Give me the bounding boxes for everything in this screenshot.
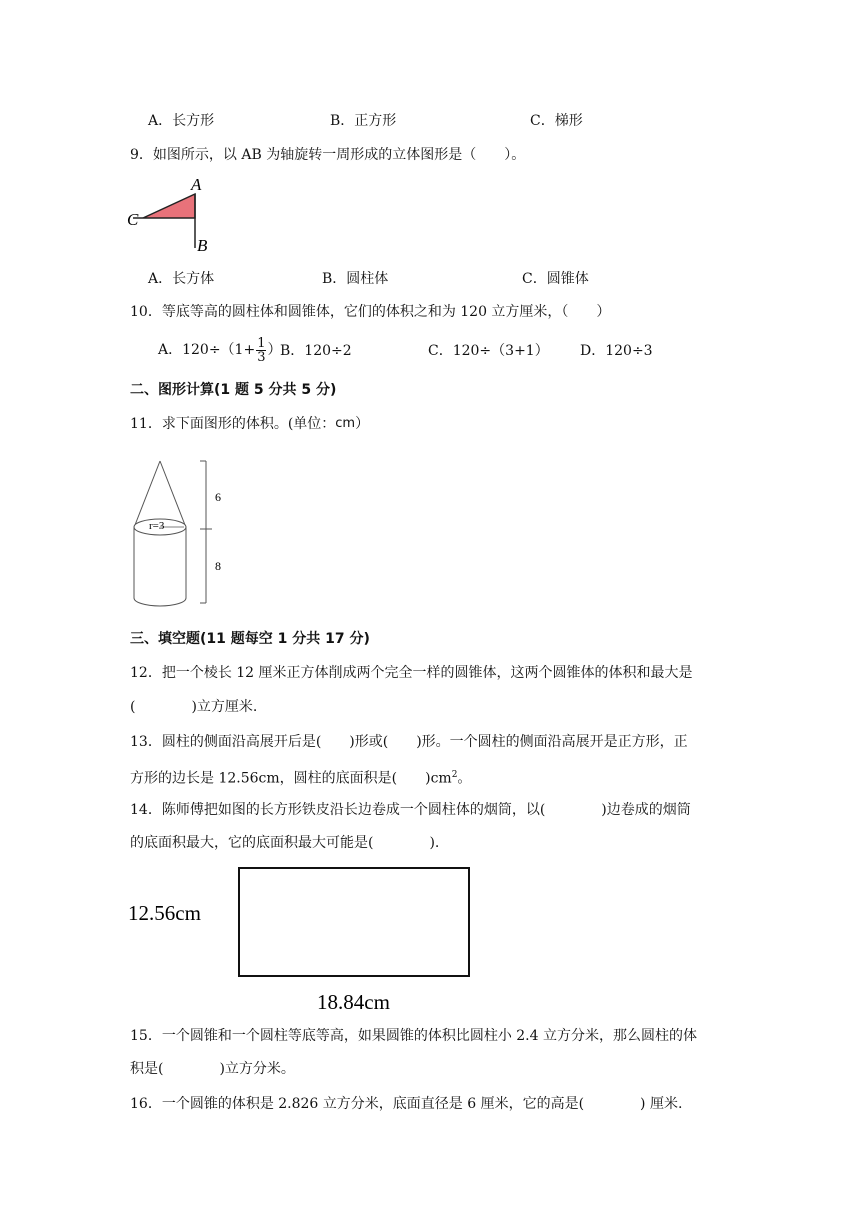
label-b: B bbox=[197, 236, 208, 255]
q8-option-a: A．长方形 bbox=[148, 113, 215, 129]
q11-unit: cm bbox=[335, 416, 356, 431]
q11-cone-cylinder-figure bbox=[120, 455, 240, 615]
q11-text: 11．求下面图形的体积。(单位： bbox=[130, 416, 336, 432]
q12-line-2: ( )立方厘米. bbox=[130, 699, 258, 715]
cylinder-height-label: 8 bbox=[215, 559, 221, 573]
q15-line-2: 积是( )立方分米。 bbox=[130, 1061, 295, 1077]
cylinder-bottom-arc bbox=[134, 598, 186, 606]
cone-left-edge bbox=[135, 461, 160, 525]
triangle-shape bbox=[143, 194, 195, 218]
q9-option-b: B．圆柱体 bbox=[322, 271, 389, 287]
q9-option-c: C．圆锥体 bbox=[522, 271, 589, 287]
q14-rectangle-figure bbox=[125, 858, 485, 1018]
q13-line-2 bbox=[130, 765, 471, 789]
fraction-numerator: 1 bbox=[257, 335, 266, 351]
q10-option-a bbox=[158, 335, 281, 365]
q12-line-1: 12．把一个棱长 12 厘米正方体削成两个完全一样的圆锥体，这两个圆锥体的体积和最大是 bbox=[130, 665, 693, 681]
q9-triangle-figure bbox=[125, 172, 225, 257]
sheet-rectangle bbox=[239, 868, 469, 976]
q10-option-c: C．120÷（3+1） bbox=[428, 343, 549, 359]
cone-right-edge bbox=[160, 461, 185, 525]
side-length-label: 12.56cm bbox=[128, 901, 201, 925]
cone-height-label: 6 bbox=[215, 490, 221, 504]
q13-line-2-text: 方形的边长是 12.56cm，圆柱的底面积是( )cm bbox=[130, 770, 452, 787]
label-c: C bbox=[127, 210, 139, 229]
q15-line-1: 15．一个圆锥和一个圆柱等底等高，如果圆锥的体积比圆柱小 2.4 立方分米，那么圆柱的体 bbox=[130, 1028, 697, 1044]
q16-line-1: 16．一个圆锥的体积是 2.826 立方分米，底面直径是 6 厘米，它的高是( ) 厘米. bbox=[130, 1096, 683, 1112]
q10-option-d: D．120÷3 bbox=[580, 343, 653, 359]
q13-superscript: 2 bbox=[451, 770, 458, 780]
bottom-length-label: 18.84cm bbox=[317, 990, 390, 1014]
fraction-denominator: 3 bbox=[257, 349, 266, 365]
q11-close: ） bbox=[355, 416, 370, 432]
radius-label: r=3 bbox=[149, 520, 165, 532]
q13-line-2-end: 。 bbox=[457, 770, 472, 787]
q14-line-2: 的底面积最大，它的底面积最大可能是( ). bbox=[130, 835, 440, 851]
q10-option-a-suffix: ） bbox=[267, 342, 282, 358]
q9-option-a: A．长方体 bbox=[148, 271, 215, 287]
q11-question bbox=[130, 414, 369, 434]
q13-line-1: 13．圆柱的侧面沿高展开后是( )形或( )形。一个圆柱的侧面沿高展开是正方形，正 bbox=[130, 734, 688, 750]
q9-question: 9．如图所示，以 AB 为轴旋转一周形成的立体图形是（ ）。 bbox=[130, 147, 526, 163]
q8-option-b: B．正方形 bbox=[330, 113, 397, 129]
q14-line-1: 14．陈师傅把如图的长方形铁皮沿长边卷成一个圆柱体的烟筒，以( )边卷成的烟筒 bbox=[130, 802, 691, 818]
q10-question: 10．等底等高的圆柱体和圆锥体，它们的体积之和为 120 立方厘米，（ ） bbox=[130, 304, 611, 320]
fraction-one-third bbox=[256, 337, 266, 364]
q10-option-a-prefix: A．120÷（1+ bbox=[158, 342, 256, 358]
section-3-heading: 三、填空题(11 题每空 1 分共 17 分) bbox=[130, 631, 370, 647]
section-2-heading: 二、图形计算(1 题 5 分共 5 分) bbox=[130, 382, 337, 398]
q8-option-c: C．梯形 bbox=[530, 113, 583, 129]
label-a: A bbox=[191, 175, 202, 194]
q10-option-b: B．120÷2 bbox=[280, 343, 352, 359]
